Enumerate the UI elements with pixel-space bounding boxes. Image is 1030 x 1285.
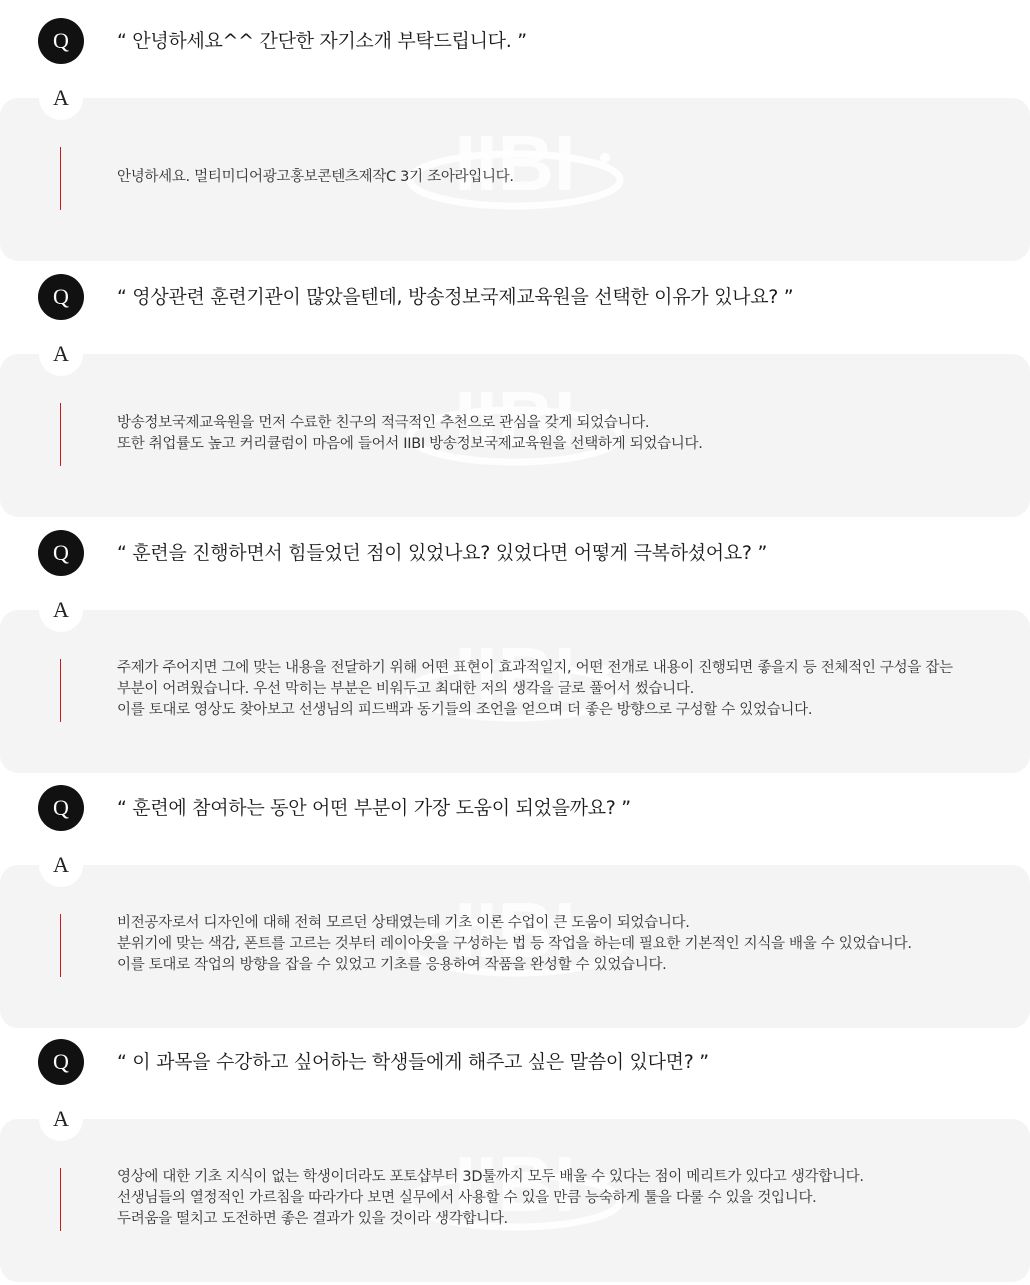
qa-item	[0, 1039, 1030, 1285]
answer-badge: A	[39, 843, 83, 887]
answer-badge: A	[39, 76, 83, 120]
watermark-text: IIBI	[454, 1140, 576, 1228]
answer-line: 주제가 주어지면 그에 맞는 내용을 전달하기 위해 어떤 표현이 효과적일지, 어떤 전개로 내용이 진행되면 좋을지 등 전체적인 구성을 잡는	[117, 660, 953, 676]
answer-text	[117, 413, 997, 455]
watermark-text: IIBI	[454, 886, 576, 974]
answer-line: 또한 취업률도 높고 커리큘럼이 마음에 들어서 IIBI 방송정보국제교육원을 선택하게 되었습니다.	[117, 436, 703, 452]
question-badge: Q	[38, 18, 84, 64]
answer-text	[117, 1167, 997, 1230]
question-text: “ 영상관련 훈련기관이 많았을텐데, 방송정보국제교육원을 선택한 이유가 있나요? ”	[117, 286, 794, 308]
answer-accent-line	[60, 914, 61, 977]
answer-badge: A	[39, 332, 83, 376]
question-text: “ 이 과목을 수강하고 싶어하는 학생들에게 해주고 싶은 말씀이 있다면? ”	[117, 1051, 709, 1073]
answer-accent-line	[60, 403, 61, 466]
answer-line: 방송정보국제교육원을 먼저 수료한 친구의 적극적인 추천으로 관심을 갖게 되었습니다.	[117, 415, 650, 431]
answer-line: 영상에 대한 기초 지식이 없는 학생이더라도 포토샵부터 3D툴까지 모두 배울 수 있다는 점이 메리트가 있다고 생각합니다.	[117, 1169, 864, 1185]
answer-line: 부분이 어려웠습니다. 우선 막히는 부분은 비워두고 최대한 저의 생각을 글로 풀어서 썼습니다.	[117, 681, 694, 697]
answer-line: 분위기에 맞는 색감, 폰트를 고르는 것부터 레이아웃을 구성하는 법 등 작업을 하는데 필요한 기본적인 지식을 배울 수 있었습니다.	[117, 936, 912, 952]
qa-item	[0, 530, 1030, 776]
qa-item	[0, 274, 1030, 520]
answer-text	[117, 167, 997, 188]
answer-line: 이를 토대로 영상도 찾아보고 선생님의 피드백과 동기들의 조언을 얻으며 더 좋은 방향으로 구성할 수 있었습니다.	[117, 702, 813, 718]
answer-accent-line	[60, 147, 61, 210]
watermark-text: IIBI	[454, 119, 576, 207]
answer-accent-line	[60, 1168, 61, 1231]
answer-line: 이를 토대로 작업의 방향을 잡을 수 있었고 기초를 응용하여 작품을 완성할 수 있었습니다.	[117, 957, 667, 973]
answer-line: 선생님들의 열정적인 가르침을 따라가다 보면 실무에서 사용할 수 있을 만큼 능숙하게 툴을 다룰 수 있을 것입니다.	[117, 1190, 817, 1206]
answer-line: 안녕하세요. 멀티미디어광고홍보콘텐츠제작C 3기 조아라입니다.	[117, 169, 514, 185]
qa-item	[0, 18, 1030, 264]
question-badge: Q	[38, 274, 84, 320]
answer-text	[117, 913, 997, 976]
qa-item	[0, 785, 1030, 1031]
question-text: “ 훈련에 참여하는 동안 어떤 부분이 가장 도움이 되었을까요? ”	[117, 797, 631, 819]
watermark-text: IIBI	[454, 631, 576, 719]
answer-line: 두려움을 떨치고 도전하면 좋은 결과가 있을 것이라 생각합니다.	[117, 1211, 508, 1227]
question-text: “ 훈련을 진행하면서 힘들었던 점이 있었나요? 있었다면 어떻게 극복하셨어요? ”	[117, 542, 767, 564]
answer-text	[117, 658, 997, 721]
answer-badge: A	[39, 1097, 83, 1141]
answer-accent-line	[60, 659, 61, 722]
question-badge: Q	[38, 530, 84, 576]
question-badge: Q	[38, 1039, 84, 1085]
question-badge: Q	[38, 785, 84, 831]
answer-line: 비전공자로서 디자인에 대해 전혀 모르던 상태였는데 기초 이론 수업이 큰 도움이 되었습니다.	[117, 915, 690, 931]
answer-badge: A	[39, 588, 83, 632]
question-text: “ 안녕하세요^^ 간단한 자기소개 부탁드립니다. ”	[117, 30, 527, 52]
watermark-text: IIBI	[454, 375, 576, 463]
